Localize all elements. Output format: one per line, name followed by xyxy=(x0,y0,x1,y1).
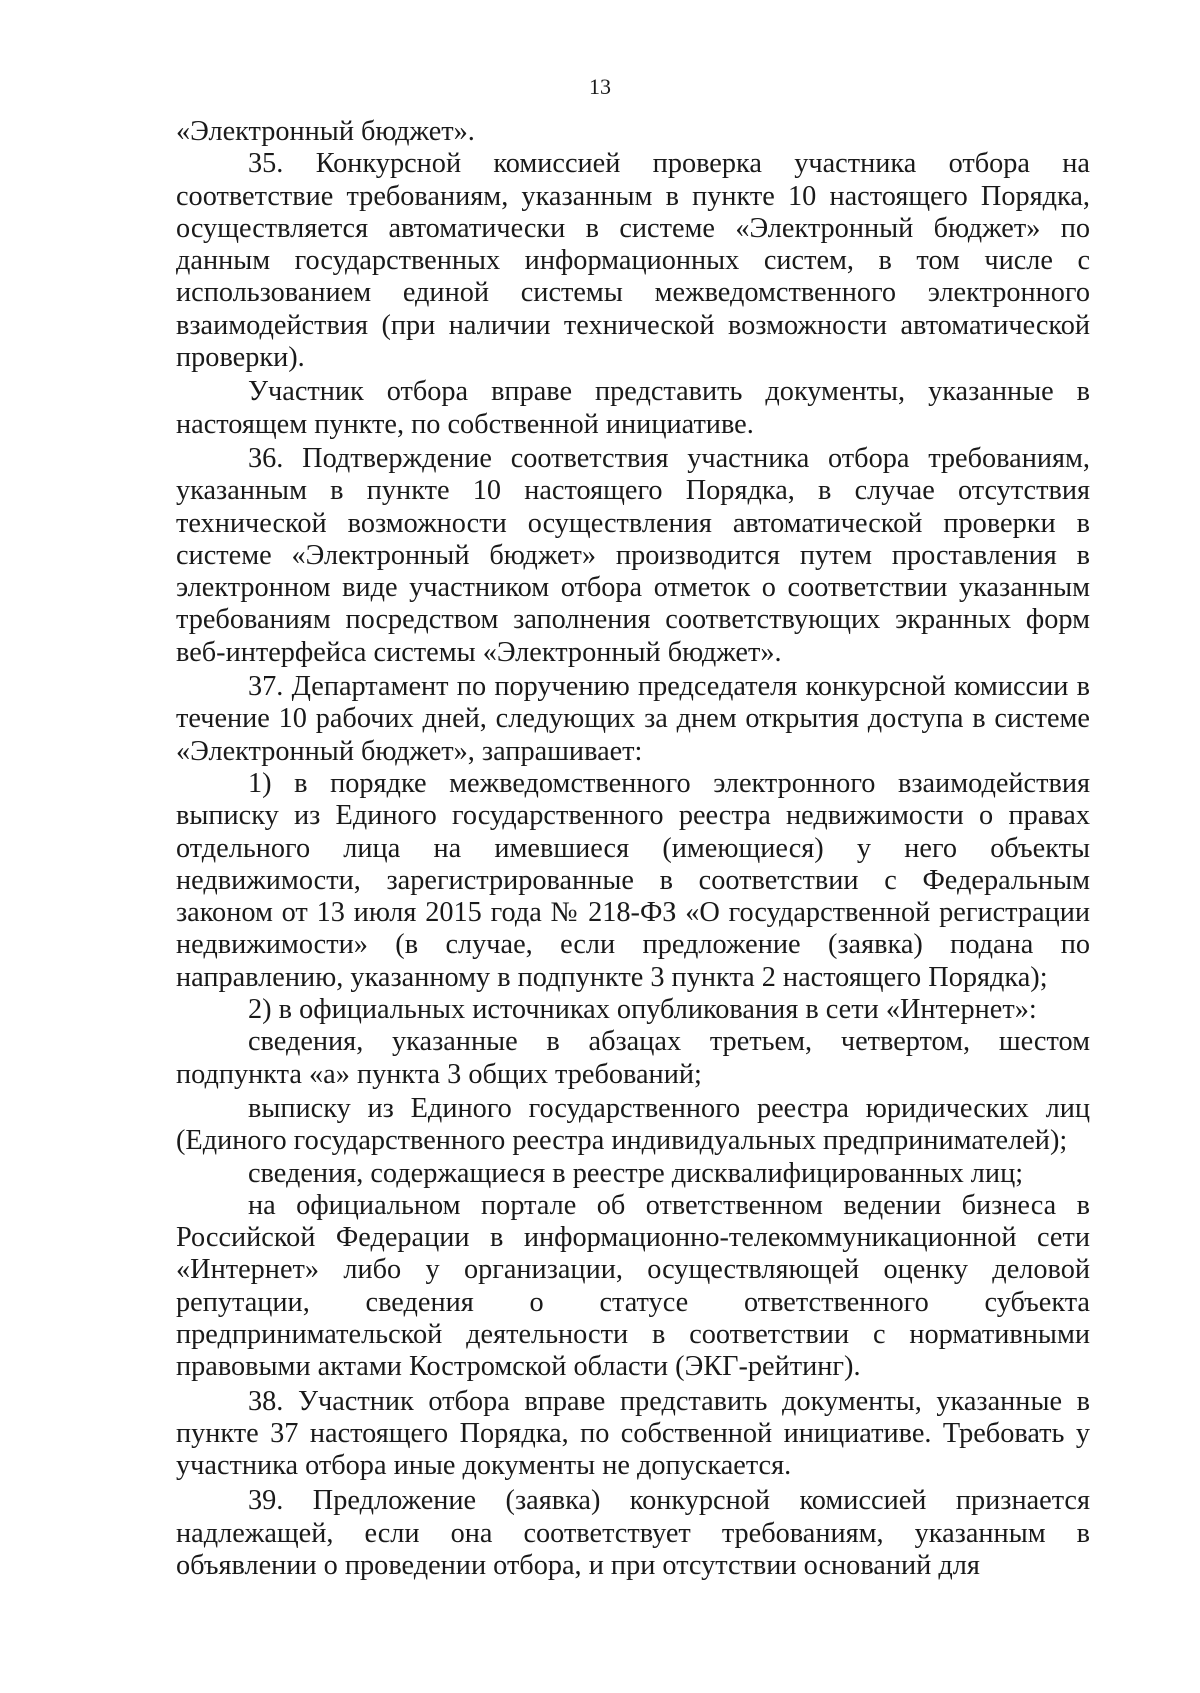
paragraph-37-item-1: 1) в порядке межведомственного электронного взаимодействия выписку из Единого государственного реестра недвижимости о правах отдельного лица на имевшиеся (имеющиеся) у него объекты недвижимости, зарегистрированные в соответствии с Федеральным законом от 13 июля 2015 года № 218-ФЗ «О государственной регистрации недвижимости» (в случае, если предложение (заявка) подана по направлению, указанному в подпункте 3 пункта 2 настоящего Порядка); xyxy=(176,767,1090,993)
paragraph-37-item-2-a: сведения, указанные в абзацах третьем, четвертом, шестом подпункта «а» пункта 3 общих требований; xyxy=(176,1026,1090,1090)
paragraph-37-item-2: 2) в официальных источниках опубликования в сети «Интернет»: xyxy=(248,994,1037,1026)
page-number: 13 xyxy=(589,74,611,99)
paragraph-37-item-2-d: на официальном портале об ответственном ведении бизнеса в Российской Федерации в информационно-телекоммуникационной сети «Интернет» либо у организации, осуществляющей оценку деловой репутации, сведения о статусе ответственного субъекта предпринимательской деятельности в соответствии с нормативными правовыми актами Костромской области (ЭКГ-рейтинг). xyxy=(176,1189,1090,1383)
paragraph-38: 38. Участник отбора вправе представить документы, указанные в пункте 37 настоящего Порядка, по собственной инициативе. Требовать у участника отбора иные документы не допускается. xyxy=(176,1385,1090,1482)
paragraph-35-note: Участник отбора вправе представить документы, указанные в настоящем пункте, по собственной инициативе. xyxy=(176,376,1090,440)
paragraph-35: 35. Конкурсной комиссией проверка участника отбора на соответствие требованиям, указанным в пункте 10 настоящего Порядка, осуществляется автоматически в системе «Электронный бюджет» по данным государственных информационных систем, в том числе с использованием единой системы межведомственного электронного взаимодействия (при наличии технической возможности автоматической проверки). xyxy=(176,148,1090,374)
document-body xyxy=(176,116,1090,1582)
paragraph-36: 36. Подтверждение соответствия участника отбора требованиям, указанным в пункте 10 настоящего Порядка, в случае отсутствия технической возможности осуществления автоматической проверки в системе «Электронный бюджет» производится путем проставления в электронном виде участником отбора отметок о соответствии указанным требованиям посредством заполнения соответствующих экранных форм веб-интерфейса системы «Электронный бюджет». xyxy=(176,442,1090,668)
paragraph-37-item-2-c: сведения, содержащиеся в реестре дисквалифицированных лиц; xyxy=(248,1157,1024,1189)
paragraph-39: 39. Предложение (заявка) конкурсной комиссией признается надлежащей, если она соответствует требованиям, указанным в объявлении о проведении отбора, и при отсутствии оснований для xyxy=(176,1485,1090,1582)
paragraph-37: 37. Департамент по поручению председателя конкурсной комиссии в течение 10 рабочих дней, следующих за днем открытия доступа в системе «Электронный бюджет», запрашивает: xyxy=(176,671,1090,767)
paragraph-continuation: «Электронный бюджет». xyxy=(176,116,475,147)
paragraph-37-item-2-b: выписку из Единого государственного реестра юридических лиц (Единого государственного реестра индивидуальных предпринимателей); xyxy=(176,1092,1090,1157)
